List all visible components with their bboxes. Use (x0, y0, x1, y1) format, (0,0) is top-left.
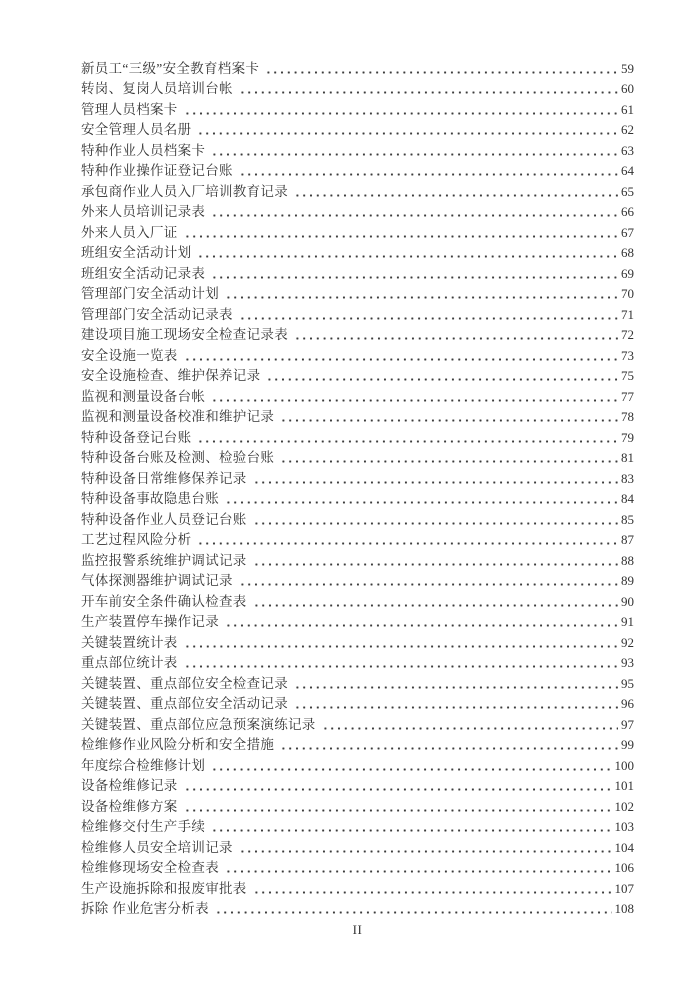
toc-entry-title: 班组安全活动记录表 (81, 265, 206, 281)
dot-leader (253, 563, 618, 566)
dot-leader (253, 604, 618, 607)
toc-entry-page-number: 107 (614, 880, 634, 896)
toc-entry-title: 监视和测量设备台帐 (81, 388, 206, 404)
dot-leader (211, 276, 618, 279)
toc-entry-title: 建设项目施工现场安全检查记录表 (81, 327, 288, 342)
toc-entry-page-number: 59 (621, 60, 634, 76)
toc-entry[interactable] (81, 857, 634, 878)
toc-entry-page-number: 78 (621, 409, 634, 424)
toc-entry-page-number: 108 (614, 901, 634, 916)
toc-entry-title: 监视和测量设备校准和维护记录 (81, 409, 275, 424)
dot-leader (294, 337, 618, 340)
toc-entry-title: 年度综合检维修计划 (81, 757, 206, 773)
dot-leader (239, 850, 612, 853)
dot-leader (239, 583, 618, 586)
toc-entry-title: 生产设施拆除和报废审批表 (81, 880, 247, 896)
toc-entry-page-number: 104 (614, 839, 634, 855)
toc-entry-title: 检维修作业风险分析和安全措施 (81, 737, 275, 752)
toc-entry-title: 特种设备事故隐患台账 (81, 491, 219, 506)
page-footer (81, 921, 634, 939)
toc-entry-page-number: 68 (621, 245, 634, 260)
toc-entry-title: 新员工“三级”安全教育档案卡 (81, 60, 260, 76)
dot-leader (197, 542, 618, 545)
toc-entry[interactable] (81, 795, 634, 816)
toc-entry[interactable] (81, 406, 634, 427)
toc-entry[interactable] (81, 303, 634, 324)
toc-entry[interactable] (81, 119, 634, 140)
toc-entry-page-number: 72 (621, 327, 634, 342)
dot-leader (197, 440, 618, 443)
toc-entry[interactable] (81, 877, 634, 898)
toc-entry-title: 特种设备台账及检测、检验台账 (81, 450, 275, 465)
toc-entry[interactable] (81, 754, 634, 775)
toc-entry[interactable] (81, 221, 634, 242)
toc-entry-page-number: 89 (621, 573, 634, 588)
dot-leader (239, 173, 618, 176)
toc-entry-title: 安全设施一览表 (81, 347, 178, 363)
toc-entry-page-number: 79 (621, 429, 634, 445)
dot-leader (294, 706, 618, 709)
toc-entry-title: 关键装置统计表 (81, 634, 178, 650)
toc-entry-page-number: 64 (621, 163, 634, 178)
toc-entry[interactable] (81, 201, 634, 222)
toc-entry-page-number: 90 (621, 593, 634, 609)
toc-entry-title: 特种设备作业人员登记台账 (81, 511, 247, 527)
dot-leader (294, 194, 618, 197)
toc-entry-page-number: 71 (621, 306, 634, 322)
toc-entry-page-number: 106 (614, 860, 634, 875)
dot-leader (265, 71, 618, 74)
toc-entry-page-number: 102 (614, 798, 634, 814)
footer-page-number: II (352, 922, 363, 937)
toc-entry[interactable] (81, 693, 634, 714)
toc-entry[interactable] (81, 344, 634, 365)
toc-entry[interactable] (81, 549, 634, 570)
dot-leader (294, 686, 618, 689)
toc-entry[interactable] (81, 447, 634, 468)
toc-entry-page-number: 92 (621, 634, 634, 650)
toc-entry-title: 管理部门安全活动记录表 (81, 306, 233, 322)
dot-leader (215, 911, 612, 914)
dot-leader (184, 788, 612, 791)
toc-entry[interactable] (81, 160, 634, 181)
toc-entry[interactable] (81, 508, 634, 529)
toc-entry[interactable] (81, 262, 634, 283)
toc-entry-title: 安全设施检查、维护保养记录 (81, 368, 261, 383)
toc-entry[interactable] (81, 324, 634, 345)
toc-entry[interactable] (81, 385, 634, 406)
dot-leader (253, 522, 618, 525)
toc-entry-page-number: 96 (621, 696, 634, 711)
toc-entry-page-number: 67 (621, 224, 634, 240)
toc-entry[interactable] (81, 734, 634, 755)
dot-leader (266, 378, 618, 381)
dot-leader (225, 501, 618, 504)
toc-entry-page-number: 103 (614, 819, 634, 834)
toc-entry-title: 承包商作业人员入厂培训教育记录 (81, 183, 288, 199)
toc-entry-page-number: 95 (621, 675, 634, 691)
toc-entry-page-number: 84 (621, 491, 634, 506)
toc-entry[interactable] (81, 672, 634, 693)
dot-leader (280, 419, 618, 422)
dot-leader (184, 235, 618, 238)
dot-leader (184, 645, 618, 648)
toc-entry[interactable] (81, 836, 634, 857)
toc-entry-title: 外来人员入厂证 (81, 224, 178, 240)
toc-entry-title: 开车前安全条件确认检查表 (81, 593, 247, 609)
toc-entry-page-number: 60 (621, 81, 634, 96)
toc-entry-title: 特种作业人员档案卡 (81, 142, 206, 158)
dot-leader (280, 460, 618, 463)
dot-leader (253, 481, 618, 484)
toc-entry-page-number: 97 (621, 716, 634, 732)
toc-entry-title: 气体探测器维护调试记录 (81, 573, 233, 588)
dot-leader (225, 296, 618, 299)
toc-entry[interactable] (81, 139, 634, 160)
toc-entry-title: 安全管理人员名册 (81, 122, 192, 137)
toc-entry-title: 关键装置、重点部位应急预案演练记录 (81, 716, 316, 732)
toc-entry-page-number: 85 (621, 511, 634, 527)
dot-leader (211, 829, 611, 832)
toc-entry-title: 管理部门安全活动计划 (81, 286, 219, 301)
toc-entry-page-number: 91 (621, 614, 634, 629)
toc-entry-page-number: 63 (621, 142, 634, 158)
toc-entry[interactable] (81, 631, 634, 652)
toc-entry-page-number: 62 (621, 122, 634, 137)
toc-entry-page-number: 100 (614, 757, 634, 773)
toc-entry-page-number: 101 (614, 778, 634, 793)
dot-leader (225, 870, 612, 873)
dot-leader (184, 358, 618, 361)
toc-entry-page-number: 99 (621, 737, 634, 752)
toc-entry[interactable] (81, 426, 634, 447)
toc-entry[interactable] (81, 713, 634, 734)
dot-leader (211, 399, 618, 402)
dot-leader (280, 747, 618, 750)
toc-entry-title: 生产装置停车操作记录 (81, 614, 219, 629)
dot-leader (322, 727, 618, 730)
toc-entry[interactable] (81, 180, 634, 201)
toc-entry[interactable] (81, 488, 634, 509)
dot-leader (211, 214, 618, 217)
dot-leader (184, 112, 618, 115)
toc-entry-page-number: 88 (621, 552, 634, 568)
toc-entry-page-number: 83 (621, 470, 634, 486)
toc-entry[interactable] (81, 98, 634, 119)
dot-leader (239, 91, 618, 94)
dot-leader (239, 317, 618, 320)
toc-entry-title: 关键装置、重点部位安全活动记录 (81, 696, 288, 711)
toc-entry-title: 管理人员档案卡 (81, 101, 178, 117)
toc-entry[interactable] (81, 467, 634, 488)
toc-entry-page-number: 87 (621, 532, 634, 547)
toc-entry-title: 检维修交付生产手续 (81, 819, 206, 834)
toc-entry[interactable] (81, 611, 634, 632)
toc-entry-title: 特种设备日常维修保养记录 (81, 470, 247, 486)
dot-leader (253, 891, 612, 894)
toc-entry[interactable] (81, 816, 634, 837)
toc-entry-page-number: 75 (621, 368, 634, 383)
toc-entry[interactable] (81, 78, 634, 99)
toc-entry-page-number: 93 (621, 655, 634, 670)
dot-leader (225, 624, 618, 627)
toc-entry-page-number: 69 (621, 265, 634, 281)
toc-entry-title: 拆除 作业危害分析表 (81, 901, 209, 916)
toc-entry[interactable] (81, 365, 634, 386)
dot-leader (211, 768, 611, 771)
toc-entry[interactable] (81, 590, 634, 611)
toc-entry-title: 监控报警系统维护调试记录 (81, 552, 247, 568)
toc-entry-page-number: 70 (621, 286, 634, 301)
dot-leader (197, 255, 618, 258)
toc-entry-title: 检维修现场安全检查表 (81, 860, 219, 875)
dot-leader (184, 665, 618, 668)
dot-leader (197, 132, 618, 135)
toc-entry-page-number: 77 (621, 388, 634, 404)
toc-entry-page-number: 61 (621, 101, 634, 117)
toc-entry[interactable] (81, 652, 634, 673)
toc-entry[interactable] (81, 283, 634, 304)
toc-entry-page-number: 65 (621, 183, 634, 199)
toc-entry-title: 设备检维修记录 (81, 778, 178, 793)
toc-entry-title: 工艺过程风险分析 (81, 532, 192, 547)
toc-entry[interactable] (81, 570, 634, 591)
toc-entry-title: 关键装置、重点部位安全检查记录 (81, 675, 288, 691)
dot-leader (184, 809, 612, 812)
toc-entry[interactable] (81, 775, 634, 796)
toc-entry-title: 检维修人员安全培训记录 (81, 839, 233, 855)
toc-entry-page-number: 81 (621, 450, 634, 465)
toc-entry[interactable] (81, 898, 634, 919)
toc-entry-title: 特种作业操作证登记台账 (81, 163, 233, 178)
toc-entry-title: 转岗、复岗人员培训台帐 (81, 81, 233, 96)
toc-entry-title: 设备检维修方案 (81, 798, 178, 814)
toc-entry[interactable] (81, 242, 634, 263)
toc-entry-title: 重点部位统计表 (81, 655, 178, 670)
toc-entry-page-number: 73 (621, 347, 634, 363)
toc-entry-title: 外来人员培训记录表 (81, 204, 206, 219)
dot-leader (211, 153, 618, 156)
toc-entry-title: 班组安全活动计划 (81, 245, 192, 260)
toc-entry-title: 特种设备登记台账 (81, 429, 192, 445)
toc-entry[interactable] (81, 529, 634, 550)
toc-entry[interactable] (81, 57, 634, 78)
table-of-contents (81, 57, 634, 918)
toc-entry-page-number: 66 (621, 204, 634, 219)
